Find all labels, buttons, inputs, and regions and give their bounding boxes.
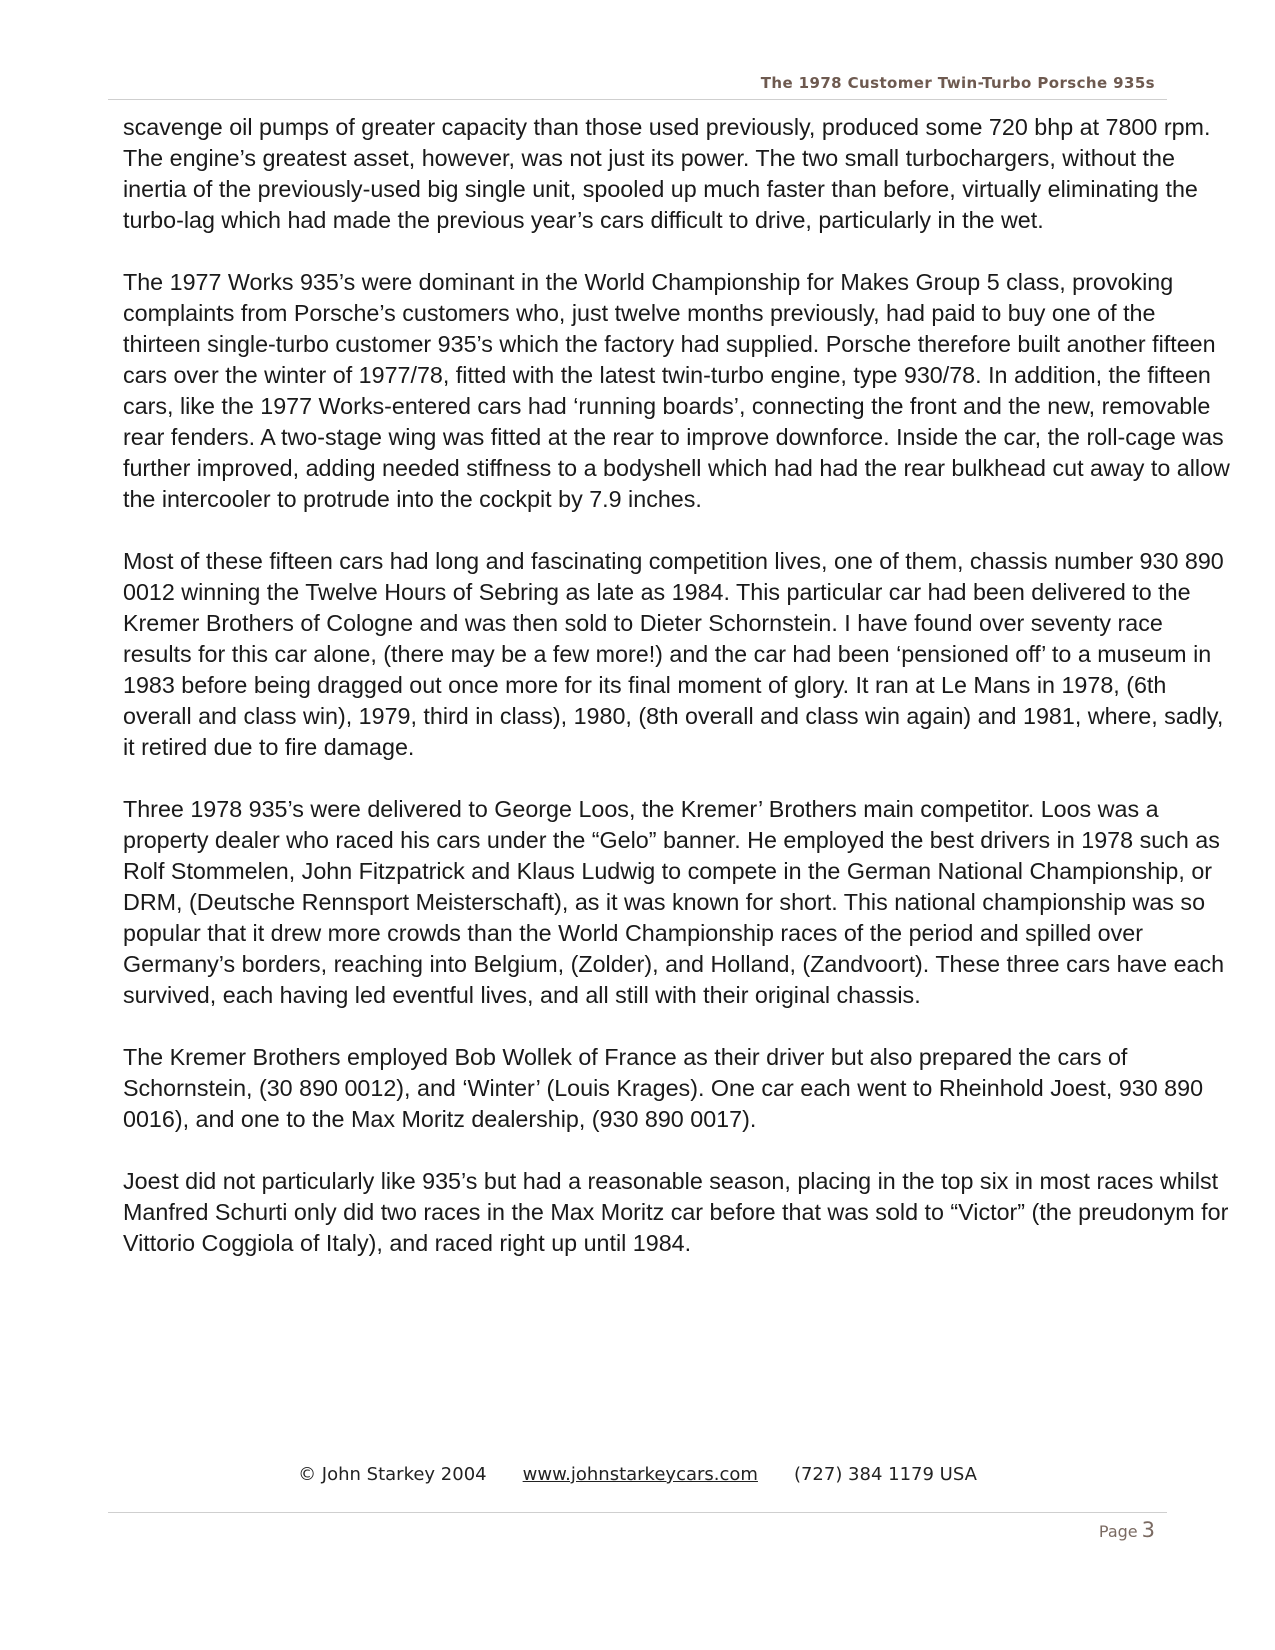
page-number: [1099, 1518, 1155, 1542]
footer-contact: [0, 1464, 1275, 1485]
footer-divider: [108, 1512, 1167, 1513]
paragraph: Most of these fifteen cars had long and fascinating competition lives, one of them, chassis number 930 890 0012 winning the Twelve Hours of Sebring as late as 1984. This particular car had been delivered to the Kremer Brothers of Cologne and was then sold to Dieter Schornstein. I have found over seventy race results for this car alone, (there may be a few more!) and the car had been ‘pensioned off’ to a museum in 1983 before being dragged out once more for its final moment of glory. It ran at Le Mans in 1978, (6th overall and class win), 1979, third in class), 1980, (8th overall and class win again) and 1981, where, sadly, it retired due to fire damage.: [123, 548, 1224, 760]
paragraph: Joest did not particularly like 935’s but had a reasonable season, placing in the top six in most races whilst Manfred Schurti only did two races in the Max Moritz car before that was sold to “Victor” (the preudonym for Vittorio Coggiola of Italy), and raced right up until 1984.: [123, 1168, 1229, 1256]
paragraph: The Kremer Brothers employed Bob Wollek of France as their driver but also prepared the cars of Schornstein, (30 890 0012), and ‘Winter’ (Louis Krages). One car each went to Rheinhold Joest, 930 890 0016), and one to the Max Moritz dealership, (930 890 0017).: [123, 1044, 1204, 1132]
paragraph: Three 1978 935’s were delivered to George Loos, the Kremer’ Brothers main competitor. Loos was a property dealer who raced his cars under the “Gelo” banner. He employed the best drivers in 1978 such as Rolf Stommelen, John Fitzpatrick and Klaus Ludwig to compete in the German National Championship, or DRM, (Deutsche Rennsport Meisterschaft), as it was known for short. This national championship was so popular that it drew more crowds than the World Championship races of the period and spilled over Germany’s borders, reaching into Belgium, (Zolder), and Holland, (Zandvoort). These three cars have each survived, each having led eventful lives, and all still with their original chassis.: [123, 796, 1225, 1008]
phone-number: (727) 384 1179 USA: [793, 1464, 977, 1485]
document-title: The 1978 Customer Twin-Turbo Porsche 935s: [760, 74, 1155, 92]
copyright-text: © John Starkey 2004: [298, 1464, 487, 1485]
page-label: Page: [1098, 1522, 1138, 1541]
paragraph: scavenge oil pumps of greater capacity than those used previously, produced some 720 bhp at 7800 rpm. The engine’s greatest asset, however, was not just its power. The two small turbochargers, without the inertia of the previously-used big single unit, spooled up much faster than before, virtually eliminating the turbo-lag which had made the previous year’s cars difficult to drive, particularly in the wet.: [123, 114, 1211, 233]
website-link[interactable]: www.johnstarkeycars.com: [522, 1464, 758, 1485]
paragraph: The 1977 Works 935’s were dominant in the World Championship for Makes Group 5 class, provoking complaints from Porsche’s customers who, just twelve months previously, had paid to buy one of the thirteen single-turbo customer 935’s which the factory had supplied. Porsche therefore built another fifteen cars over the winter of 1977/78, fitted with the latest twin-turbo engine, type 930/78. In addition, the fifteen cars, like the 1977 Works-entered cars had ‘running boards’, connecting the front and the new, removable rear fenders. A two-stage wing was fitted at the rear to improve downforce. Inside the car, the roll-cage was further improved, adding needed stiffness to a bodyshell which had had the rear bulkhead cut away to allow the intercooler to protrude into the cockpit by 7.9 inches.: [123, 269, 1230, 512]
page-number-value: 3: [1141, 1518, 1155, 1542]
article-body: [123, 112, 1233, 1290]
header-divider: [108, 99, 1167, 100]
